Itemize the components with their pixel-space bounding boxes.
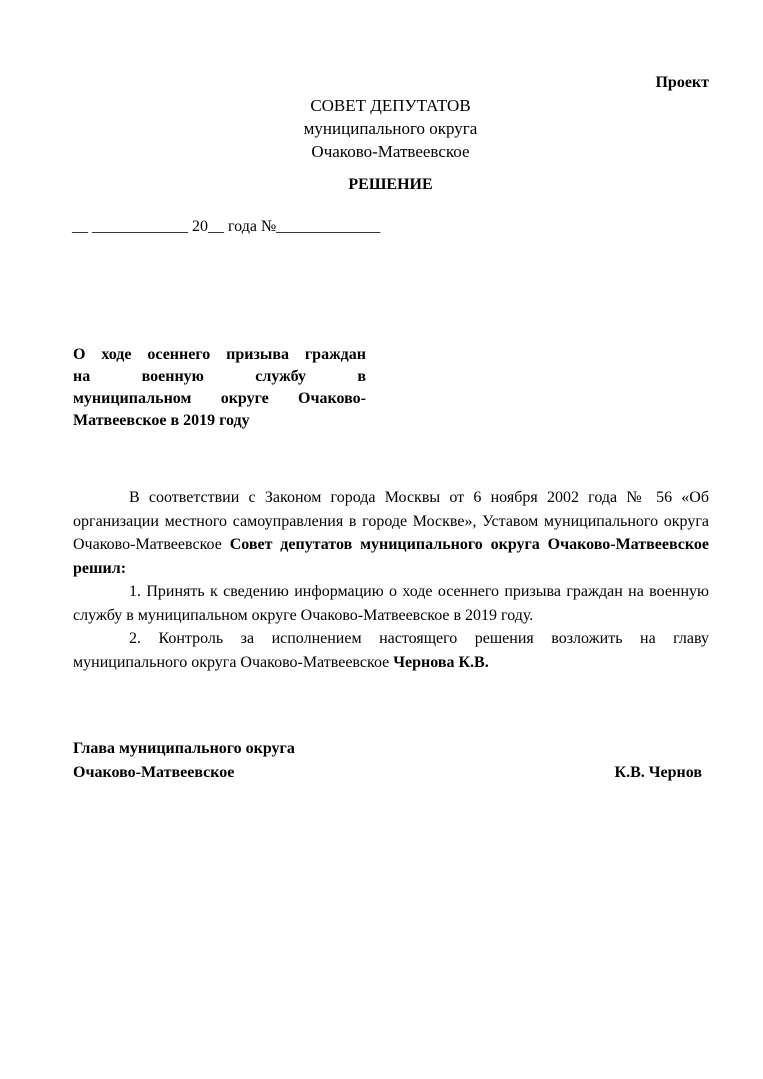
signature-title-line-1: Глава муниципального округа: [73, 740, 295, 757]
issuer-org: СОВЕТ ДЕПУТАТОВ: [310, 96, 471, 115]
document-subject: [73, 344, 366, 432]
draft-mark: Проект: [655, 74, 709, 91]
item-2-bold: Чернова К.В.: [393, 653, 489, 671]
issuer-header: [0, 94, 763, 163]
document-type: РЕШЕНИЕ: [348, 176, 433, 193]
signature-row: [73, 761, 702, 785]
subject-line-2: на военную службу в: [73, 368, 366, 385]
item-2-paragraph: [73, 627, 709, 674]
subject-line-3: муниципальном округе Очаково-: [73, 390, 366, 407]
preamble-text: В соответствии с Законом города Москвы от 6 ноября 2002 года № 56 «Об организации местного самоуправления в городе Москве», Уставом муниципального округа Очаково-Матвеевское: [73, 489, 709, 553]
issuer-line-3: Очаково-Матвеевское: [311, 142, 470, 161]
date-number-line: __ ____________ 20__ года №_____________: [72, 218, 381, 235]
subject-line-4: Матвеевское в 2019 году: [73, 412, 250, 429]
item-2-text: 2. Контроль за исполнением настоящего решения возложить на главу муниципального округа Очаково-Матвеевское: [73, 630, 709, 671]
issuer-line-2: муниципального округа: [303, 119, 478, 138]
item-1-paragraph: 1. Принять к сведению информацию о ходе осеннего призыва граждан на военную службу в муниципальном округе Очаково-Матвеевское в 2019 году.: [73, 583, 709, 624]
subject-line-1: О ходе осеннего призыва граждан: [73, 346, 366, 363]
signature-block: [73, 737, 702, 784]
preamble-paragraph: [73, 486, 709, 580]
signatory-name: К.В. Чернов: [614, 763, 702, 781]
signature-title-line-2: Очаково-Матвеевское: [73, 763, 235, 781]
preamble-bold: Совет депутатов муниципального округа Очаково-Матвеевское решил:: [73, 536, 710, 577]
document-body: [73, 486, 709, 674]
